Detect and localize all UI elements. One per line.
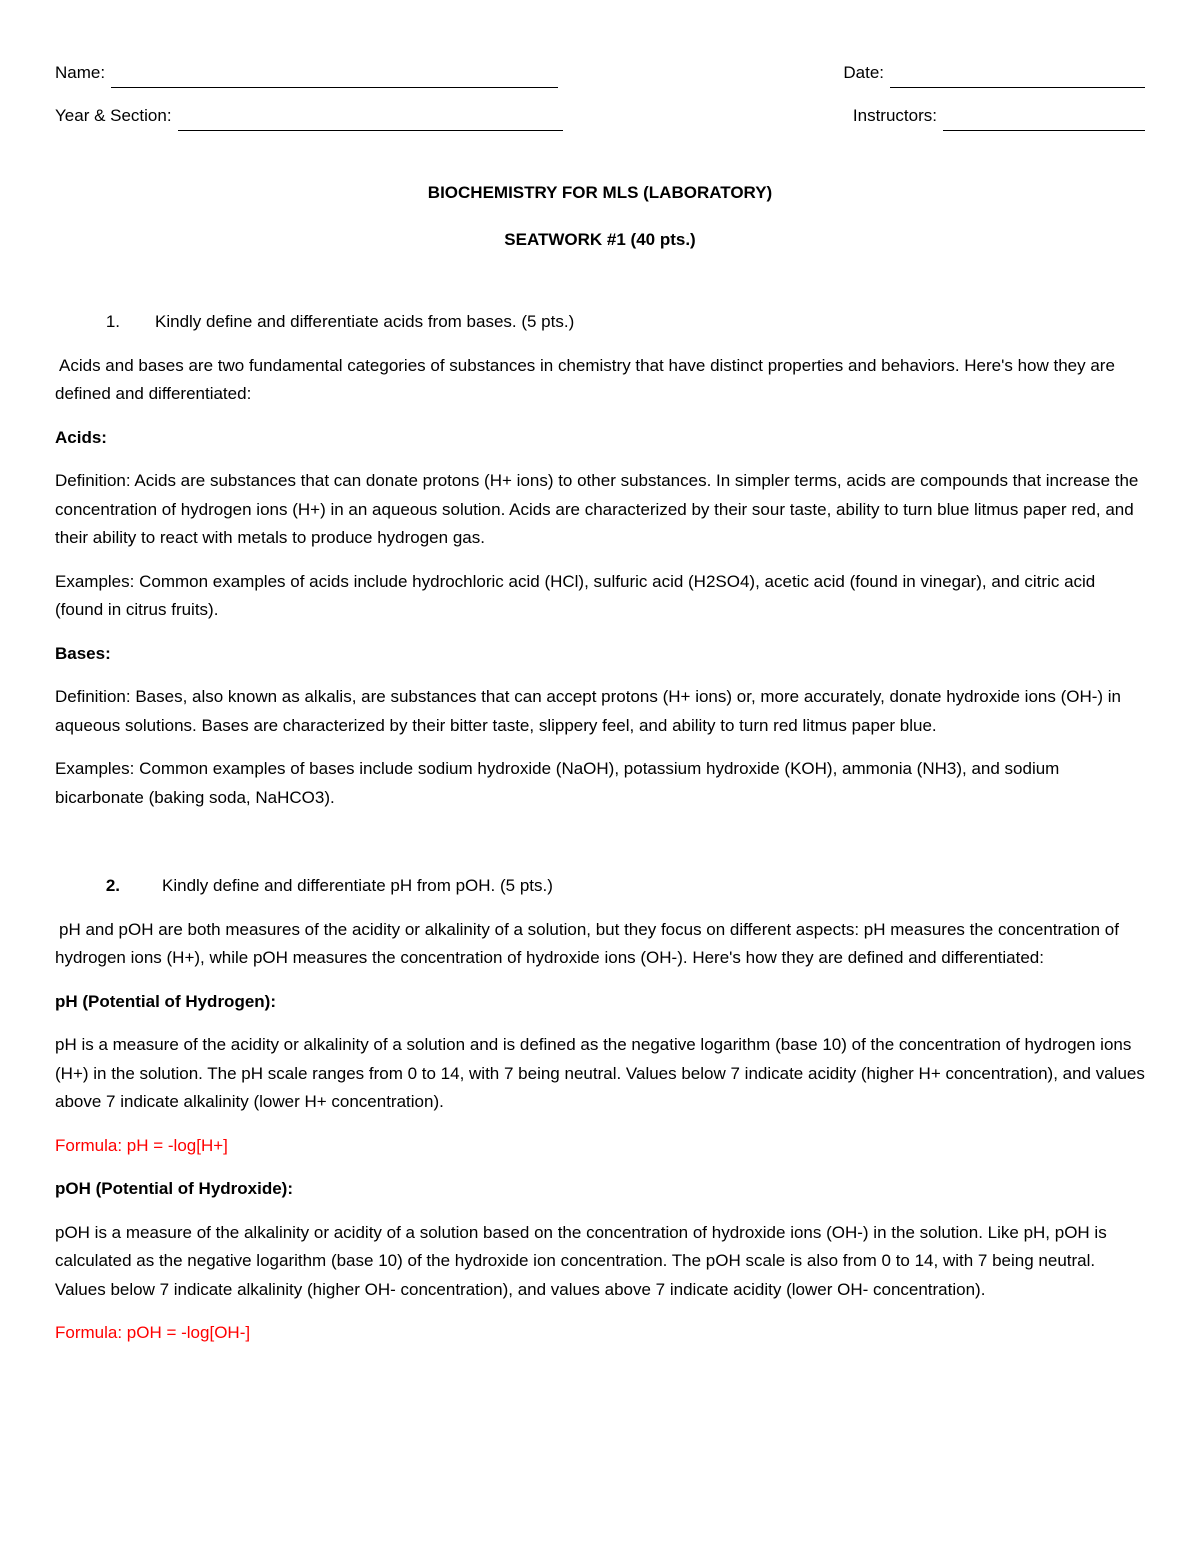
bases-examples: Examples: Common examples of bases include sodium hydroxide (NaOH), potassium hydroxide (KOH), ammonia (NH3), and sodium bicarbonate (baking soda, NaHCO3).: [55, 759, 1060, 807]
acids-definition: Definition: Acids are substances that can donate protons (H+ ions) to other substances. In simpler terms, acids are compounds that increase the concentration of hydrogen ions (H+) in an aqueous solution. Acids are characterized by their sour taste, ability to turn blue litmus paper red, and their ability to react with metals to produce hydrogen gas.: [55, 471, 1139, 547]
poh-formula: Formula: pOH = -log[OH-]: [55, 1323, 251, 1342]
acids-examples: Examples: Common examples of acids include hydrochloric acid (HCl), sulfuric acid (H2SO4), acetic acid (found in vinegar), and citric acid (found in citrus fruits).: [55, 571, 1096, 619]
instructors-label: Instructors:: [852, 106, 937, 125]
name-field: [55, 58, 558, 88]
document-page: [55, 58, 1145, 1348]
ph-formula: Formula: pH = -log[H+]: [55, 1135, 228, 1155]
course-title: BIOCHEMISTRY FOR MLS (LABORATORY): [427, 183, 773, 202]
question-1-text: Kindly define and differentiate acids from bases. (5 pts.): [155, 312, 575, 331]
seatwork-title: SEATWORK #1 (40 pts.): [504, 229, 696, 249]
question-2-number: 2.: [105, 876, 120, 895]
year-section-label: Year & Section:: [55, 106, 172, 125]
instructors-blank-line: [943, 110, 1145, 131]
acids-heading: Acids:: [55, 427, 107, 447]
date-blank-line: [890, 67, 1145, 88]
name-blank-line: [111, 67, 558, 88]
question-2: [88, 872, 1145, 901]
bases-definition: Definition: Bases, also known as alkalis, are substances that can accept protons (H+ ions) or, more accurately, donate hydroxide ions (OH-) in aqueous solutions. Bases are characterized by their bitter taste, slippery feel, and ability to turn red litmus paper blue.: [55, 687, 1122, 735]
ph-heading: pH (Potential of Hydrogen):: [55, 991, 276, 1011]
date-field: [843, 58, 1145, 88]
ph-definition: pH is a measure of the acidity or alkalinity of a solution and is defined as the negative logarithm (base 10) of the concentration of hydrogen ions (H+) in the solution. The pH scale ranges from 0 to 14, with 7 being neutral. Values below 7 indicate acidity (higher H+ concentration), and values above 7 indicate alkalinity (lower H+ concentration).: [55, 1035, 1145, 1111]
year-section-blank-line: [178, 110, 563, 131]
poh-definition: pOH is a measure of the alkalinity or acidity of a solution based on the concentration of hydroxide ions (OH-) in the solution. Like pH, pOH is calculated as the negative logarithm (base 10) of the hydroxide ion concentration. The pOH scale is also from 0 to 14, with 7 being neutral. Values below 7 indicate alkalinity (higher OH- concentration), and values above 7 indicate acidity (lower OH- concentration).: [55, 1222, 1107, 1299]
question-1: [88, 308, 1145, 337]
date-label: Date:: [843, 63, 884, 82]
q2-intro: pH and pOH are both measures of the acidity or alkalinity of a solution, but they focus on different aspects: pH measures the concentration of hydrogen ions (H+), while pOH measures the concentration of hydroxide ions (OH-). Here's how they are defined and differentiated:: [55, 919, 1119, 967]
header-row-1: [55, 58, 1145, 88]
name-label: Name:: [55, 63, 106, 82]
instructors-field: [853, 101, 1145, 131]
bases-heading: Bases:: [55, 643, 111, 663]
question-1-number: 1.: [105, 312, 120, 331]
header-row-2: [55, 101, 1145, 131]
q1-intro: Acids and bases are two fundamental categories of substances in chemistry that have distinct properties and behaviors. Here's how they are defined and differentiated:: [55, 355, 1115, 403]
question-2-text: Kindly define and differentiate pH from pOH. (5 pts.): [162, 876, 553, 895]
year-section-field: [55, 101, 563, 131]
poh-heading: pOH (Potential of Hydroxide):: [55, 1179, 293, 1198]
